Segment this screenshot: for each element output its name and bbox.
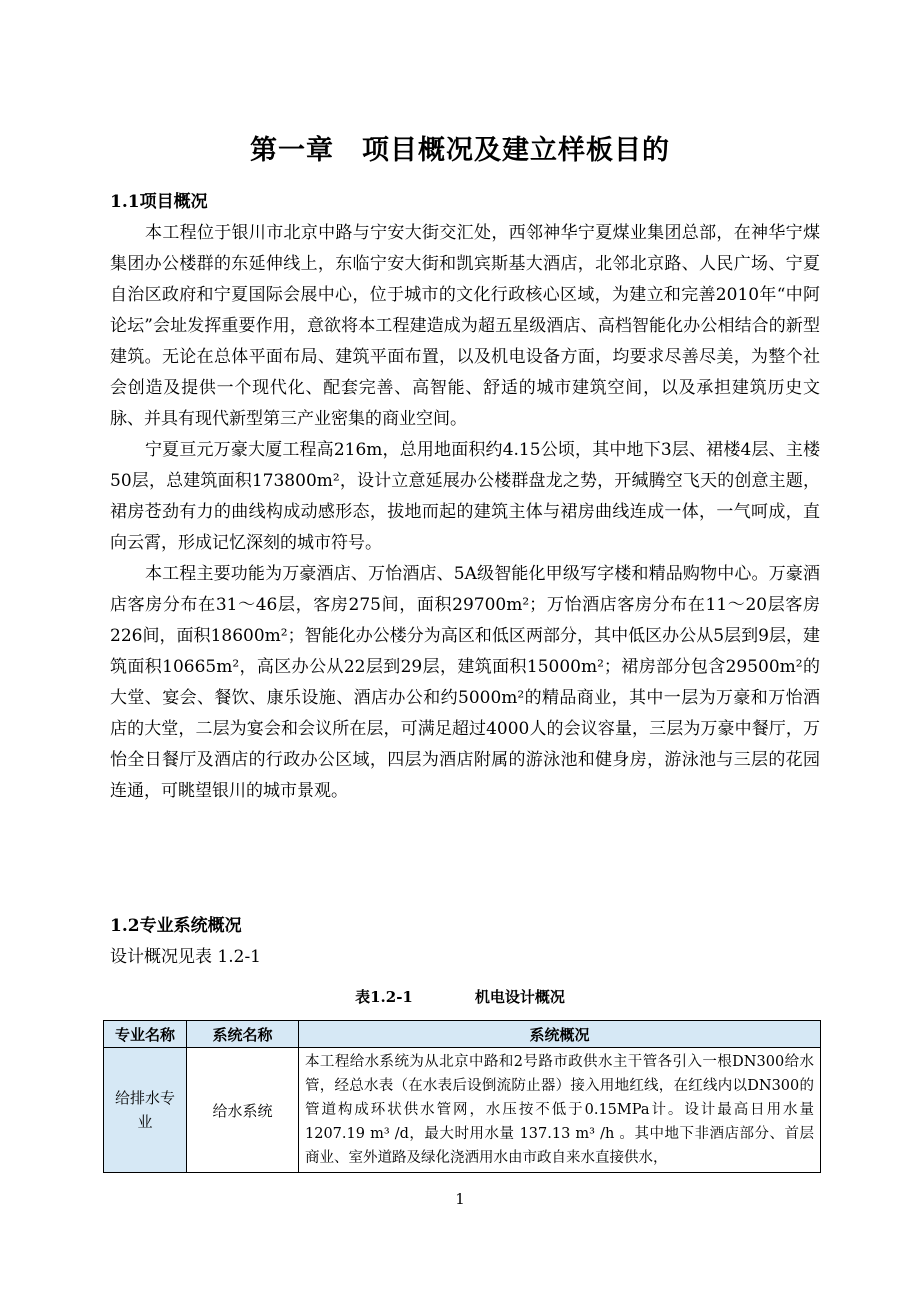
table-caption: [0, 986, 920, 1007]
paragraph-project-location: 本工程位于银川市北京中路与宁安大街交汇处，西邻神华宁夏煤业集团总部，在神华宁煤集团办公楼群的东延伸线上，东临宁安大街和凯宾斯基大酒店，北邻北京路、人民广场、宁夏自治区政府和宁夏国际会展中心，位于城市的文化行政核心区域，为建立和完善2010年“中阿论坛”会址发挥重要作用，意欲将本工程建造成为超五星级酒店、高档智能化办公相结合的新型建筑。无论在总体平面布局、建筑平面布置，以及机电设备方面，均要求尽善尽美，为整个社会创造及提供一个现代化、配套完善、高智能、舒适的城市建筑空间，以及承担建筑历史文脉、并具有现代新型第三产业密集的商业空间。: [110, 223, 820, 429]
table-row: [104, 1048, 821, 1173]
header-system: 系统名称: [187, 1021, 299, 1048]
cell-major: 给排水专业: [104, 1048, 187, 1173]
mep-design-table: [103, 1020, 821, 1173]
cell-overview: 本工程给水系统为从北京中路和2号路市政供水主干管各引入一根DN300给水管，经总水表（在水表后设倒流防止器）接入用地红线，在红线内以DN300的管道构成环状供水管网，水压按不低于0.15MPa计。设计最高日用水量 1207.19 m³ /d，最大时用水量 137.13 m³ /h 。其中地下非酒店部分、首层商业、室外道路及绿化浇洒用水由市政自来水直接供水，: [299, 1048, 821, 1173]
header-major: 专业名称: [104, 1021, 187, 1048]
section-heading-1-1: 1.1项目概况: [110, 192, 208, 212]
table-caption-number: 表1.2-1: [355, 988, 413, 1006]
table-header-row: [104, 1021, 821, 1048]
header-overview: 系统概况: [299, 1021, 821, 1048]
section-heading-1-2: 1.2专业系统概况: [110, 916, 242, 936]
table-reference-line: 设计概况见表 1.2-1: [110, 947, 261, 967]
cell-system: 给水系统: [187, 1048, 299, 1173]
paragraph-building-functions: 本工程主要功能为万豪酒店、万怡酒店、5A级智能化甲级写字楼和精品购物中心。万豪酒店客房分布在31～46层，客房275间，面积29700m²；万怡酒店客房分布在11～20层客房226间，面积18600m²；智能化办公楼分为高区和低区两部分，其中低区办公从5层到9层，建筑面积10665m²，高区办公从22层到29层，建筑面积15000m²；裙房部分包含29500m²的大堂、宴会、餐饮、康乐设施、酒店办公和约5000m²的精品商业，其中一层为万豪和万怡酒店的大堂，二层为宴会和会议所在层，可满足超过4000人的会议容量，三层为万豪中餐厅，万怡全日餐厅及酒店的行政办公区域，四层为酒店附属的游泳池和健身房，游泳池与三层的花园连通，可眺望银川的城市景观。: [110, 564, 820, 801]
page-number: 1: [455, 1190, 465, 1208]
paragraph-building-scale: 宁夏亘元万豪大厦工程高216m，总用地面积约4.15公顷，其中地下3层、裙楼4层、主楼50层，总建筑面积173800m²，设计立意延展办公楼群盘龙之势，开缄腾空飞天的创意主题，裙房苍劲有力的曲线构成动感形态，拔地而起的建筑主体与裙房曲线连成一体，一气呵成，直向云霄，形成记忆深刻的城市符号。: [110, 440, 820, 553]
table-caption-title: 机电设计概况: [474, 988, 565, 1006]
section-1-1-body: [110, 218, 820, 807]
chapter-title: 第一章 项目概况及建立样板目的: [250, 135, 670, 166]
